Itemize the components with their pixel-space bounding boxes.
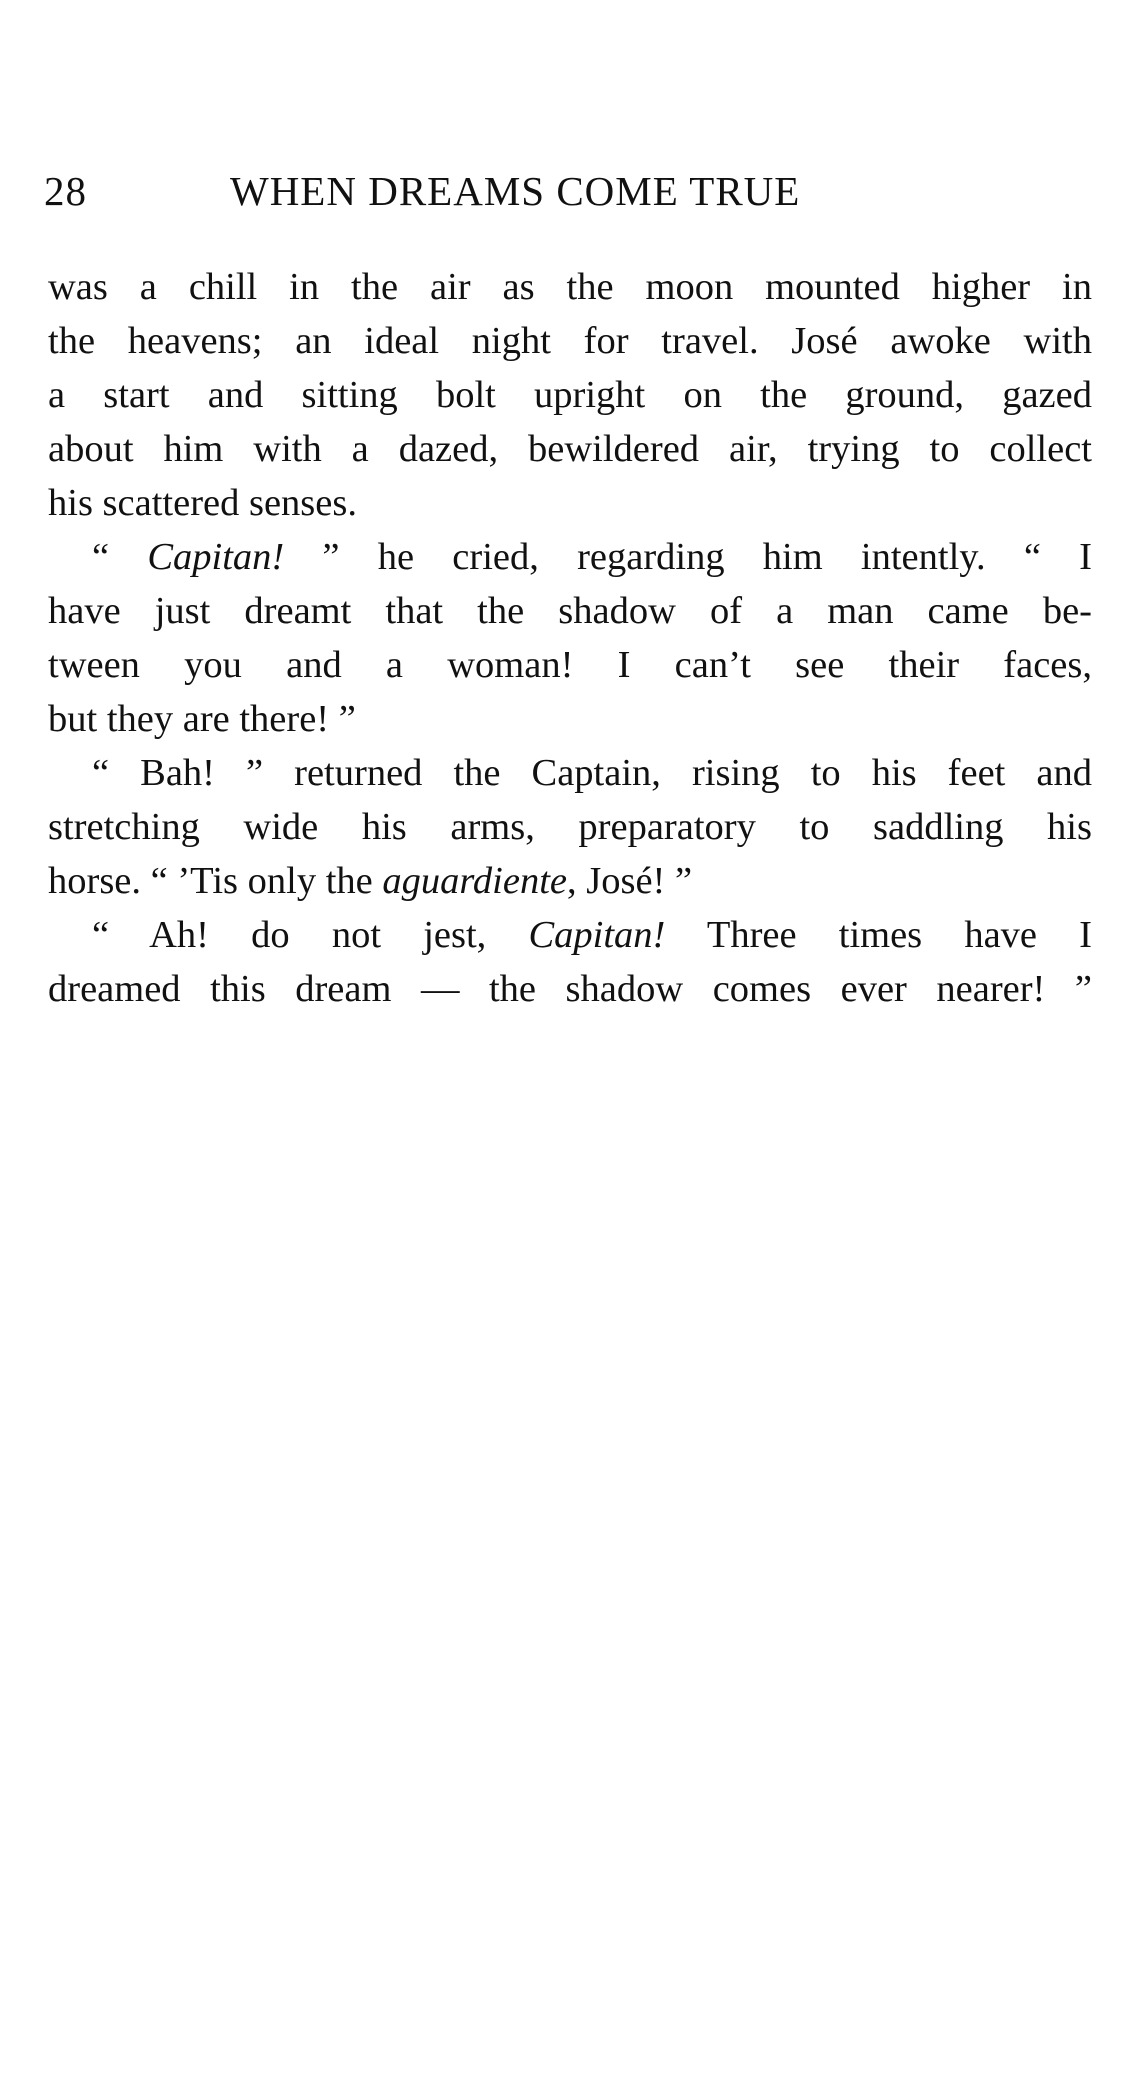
- paragraph: [48, 530, 1092, 746]
- text-run: “: [92, 536, 148, 578]
- text-line: his scattered senses.: [48, 482, 357, 524]
- running-title: WHEN DREAMS COME TRUE: [230, 168, 801, 214]
- text-run: Three times have I: [665, 914, 1092, 956]
- text-line: [48, 530, 1092, 584]
- text-line: have just dreamt that the shadow of a man came be-: [48, 590, 1092, 632]
- text-line: tween you and a woman! I can’t see their faces,: [48, 644, 1092, 686]
- page-number: 28: [44, 168, 87, 214]
- paragraph: [48, 260, 1092, 530]
- text-line: “ Bah! ” returned the Captain, rising to his feet and: [92, 752, 1092, 794]
- body-text: [48, 260, 1092, 1016]
- italic-text: Capitan!: [147, 536, 285, 578]
- text-line: but they are there! ”: [48, 698, 356, 740]
- text-line: the heavens; an ideal night for travel. José awoke with: [48, 320, 1092, 362]
- text-run: horse. “ ’Tis only the: [48, 860, 383, 902]
- text-line: was a chill in the air as the moon mounted higher in: [48, 266, 1092, 308]
- text-line: about him with a dazed, bewildered air, trying to collect: [48, 428, 1092, 470]
- italic-text: aguardiente: [382, 860, 567, 902]
- paragraph: [48, 746, 1092, 908]
- italic-text: Capitan!: [528, 914, 666, 956]
- text-line: [48, 908, 1092, 962]
- running-head: [44, 163, 1090, 219]
- paragraph: [48, 908, 1092, 1016]
- text-run: “ Ah! do not jest,: [92, 914, 529, 956]
- text-line: a start and sitting bolt upright on the ground, gazed: [48, 374, 1092, 416]
- text-line: [48, 854, 1092, 908]
- text-line: stretching wide his arms, preparatory to saddling his: [48, 806, 1092, 848]
- text-run: , José! ”: [567, 860, 693, 902]
- text-line: dreamed this dream — the shadow comes ever nearer! ”: [48, 968, 1092, 1010]
- text-run: ” he cried, regarding him intently. “ I: [284, 536, 1092, 578]
